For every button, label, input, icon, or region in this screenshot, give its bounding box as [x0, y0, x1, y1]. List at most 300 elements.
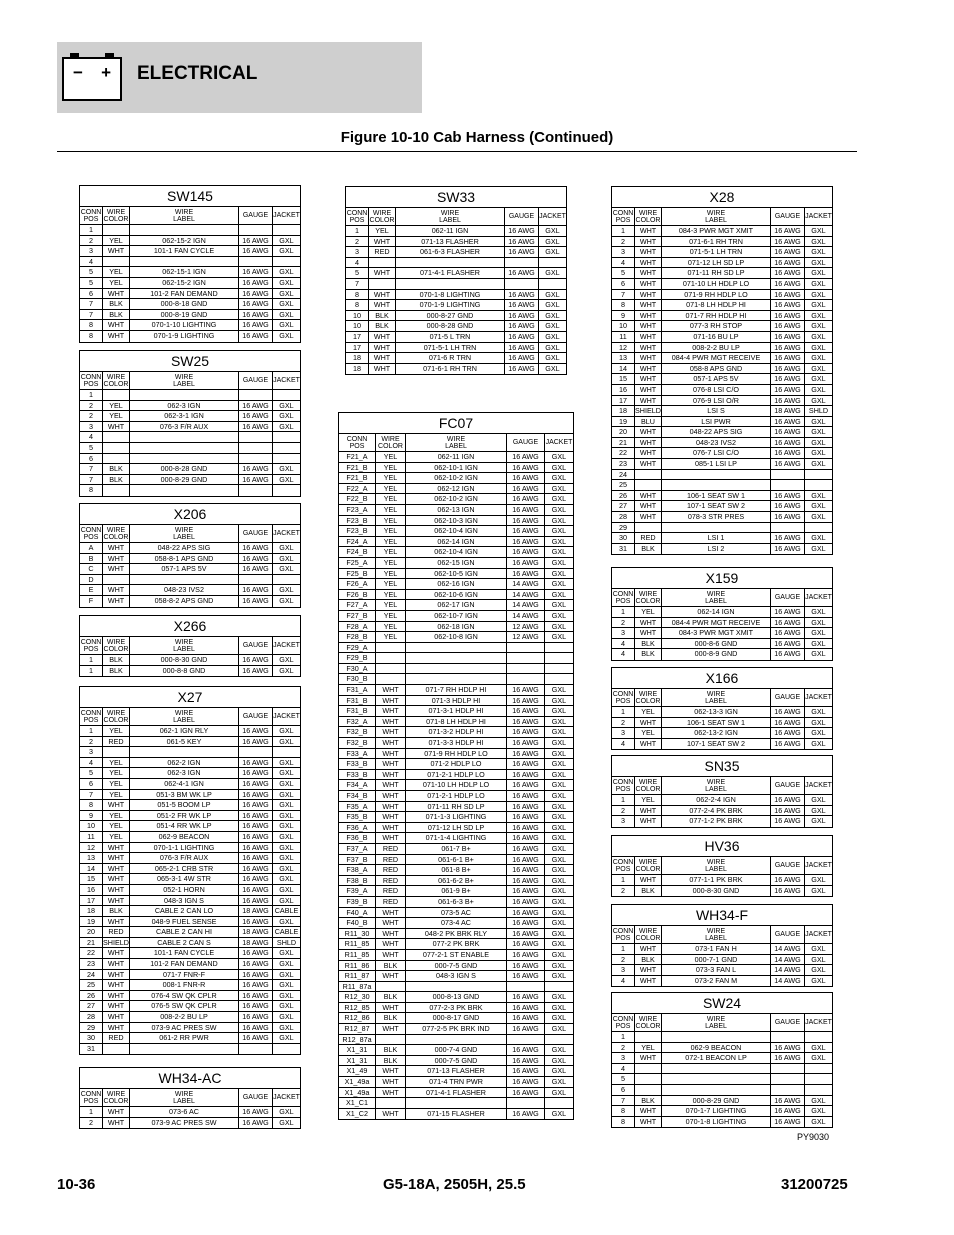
table-cell: 7	[612, 1096, 635, 1106]
table-cell: YEL	[376, 537, 406, 547]
table-cell: GXL	[551, 695, 567, 705]
table-cell: RED	[376, 844, 406, 854]
table-cell: 071-10 LH HDLP LO	[406, 780, 507, 790]
table-cell: 000-7-1 GND	[662, 955, 771, 965]
table-row	[612, 544, 832, 555]
table-row	[612, 875, 832, 886]
column-header: GAUGE	[507, 434, 545, 451]
table-row	[339, 929, 573, 940]
table-row	[339, 865, 573, 876]
table-cell: 28	[612, 512, 635, 522]
table-cell: GXL	[545, 342, 560, 352]
table-cell: 073-6 AC	[130, 1107, 239, 1117]
table-cell: F24_B	[339, 547, 376, 557]
table-cell: C	[80, 564, 103, 574]
table-cell: R12_30	[339, 992, 376, 1002]
table-cell: WHT	[103, 885, 130, 895]
table-cell: 000-8-9 GND	[662, 649, 771, 660]
table-cell	[273, 485, 300, 496]
table-cell: 084-4 PWR MGT RECEIVE	[662, 353, 771, 363]
column-header: CONN POS	[80, 1090, 102, 1105]
table-cell: 10	[612, 321, 635, 331]
table-cell	[635, 470, 662, 480]
table-row	[612, 417, 832, 428]
table-cell	[376, 1035, 406, 1045]
table-row	[339, 1035, 573, 1046]
table-cell: F35_B	[339, 812, 376, 822]
table-cell: WHT	[376, 685, 406, 695]
table-row	[339, 717, 573, 728]
column-header: GAUGE	[771, 777, 805, 794]
table-row	[339, 537, 573, 548]
table-row	[339, 908, 573, 919]
table-cell	[406, 1098, 507, 1108]
column-header: WIRE LABEL	[130, 1089, 239, 1106]
model-list: G5-18A, 2505H, 25.5	[383, 1176, 526, 1193]
table-cell: WHT	[103, 564, 130, 574]
table-cell: 070-1-1 LIGHTING	[130, 843, 239, 853]
table-cell: 1	[612, 226, 635, 236]
table-row	[612, 343, 832, 354]
table-cell	[273, 747, 300, 757]
column-header: JACKET	[805, 862, 832, 869]
table-cell: BLK	[376, 992, 406, 1002]
table-cell: GXL	[551, 452, 567, 461]
table-cell: GXL	[551, 515, 567, 525]
table-cell: GXL	[551, 1045, 567, 1055]
table-cell: WHT	[635, 459, 662, 469]
table-row	[80, 768, 300, 779]
table-cell: 062-13-3 IGN	[662, 707, 771, 717]
table-cell: 17	[612, 396, 635, 406]
table-cell: 2	[80, 1118, 103, 1129]
table-cell: 077-2 PK BRK	[406, 939, 507, 949]
table-cell: GXL	[551, 536, 567, 546]
table-cell	[406, 664, 507, 674]
table-cell: WHT	[376, 1003, 406, 1013]
column-header: GAUGE	[771, 857, 805, 874]
table-cell: F33_A	[339, 749, 376, 759]
table-header	[612, 777, 832, 795]
table-row	[80, 225, 300, 236]
table-cell: 061-6-2 B+	[406, 876, 507, 886]
column-header: GAUGE	[505, 208, 539, 225]
table-cell: F26_B	[339, 590, 376, 600]
table-cell: F32_A	[339, 717, 376, 727]
table-cell: GXL	[811, 247, 826, 257]
table-cell: BLK	[376, 961, 406, 971]
table-row	[80, 843, 300, 854]
table-cell: BLK	[103, 299, 130, 309]
table-cell: WHT	[376, 971, 406, 981]
table-row	[80, 1033, 300, 1044]
table-cell: 7	[346, 279, 369, 289]
table-cell: 16 AWG	[507, 1024, 545, 1034]
table-cell: F31_B	[339, 706, 376, 716]
table-cell: 000-7-5 GND	[406, 961, 507, 971]
table-cell: 2	[346, 237, 369, 247]
table-cell: 061-8 B+	[406, 865, 507, 875]
table-cell	[635, 1032, 662, 1042]
table-cell	[396, 258, 505, 268]
table-cell: GXL	[811, 717, 826, 727]
table-row	[80, 726, 300, 737]
table-cell: GXL	[811, 617, 826, 627]
table-cell	[369, 258, 396, 268]
table-cell: 16 AWG	[239, 554, 273, 564]
connector-table-sw24	[611, 992, 833, 1128]
table-row	[80, 422, 300, 433]
table-cell: 10	[80, 821, 103, 831]
table-cell: 9	[80, 811, 103, 821]
table-cell: 058-8 APS GND	[662, 364, 771, 374]
table-cell: 16 AWG	[239, 401, 273, 411]
table-row	[80, 267, 300, 278]
table-row	[339, 1109, 573, 1120]
table-cell: 16 AWG	[771, 226, 805, 236]
table-cell: 6	[80, 289, 103, 299]
table-row	[80, 1118, 300, 1129]
table-cell: 16 AWG	[771, 639, 805, 649]
table-cell: GXL	[545, 289, 560, 299]
table-cell	[545, 664, 573, 674]
table-cell: YEL	[376, 463, 406, 473]
table-cell: 16 AWG	[507, 992, 545, 1002]
table-cell: WHT	[376, 791, 406, 801]
table-cell: 3	[80, 246, 103, 256]
table-row	[80, 874, 300, 885]
table-header	[612, 926, 832, 944]
table-cell: GXL	[279, 884, 294, 894]
table-cell: 21	[80, 938, 103, 948]
table-cell: 062-2 IGN	[130, 758, 239, 768]
table-cell: E	[80, 585, 103, 595]
table-cell	[376, 643, 406, 653]
table-cell: 071-12 LH SD LP	[662, 258, 771, 268]
table-row	[339, 632, 573, 643]
table-cell: GXL	[811, 1116, 826, 1126]
table-cell: B	[80, 554, 103, 564]
table-cell: 16 AWG	[771, 459, 805, 469]
table-row	[339, 1098, 573, 1109]
table-cell: F32_B	[339, 727, 376, 737]
table-row	[346, 279, 566, 290]
table-cell: D	[80, 575, 103, 585]
table-cell: 16 AWG	[239, 564, 273, 574]
table-cell: WHT	[103, 422, 130, 432]
table-cell: 070-1-9 LIGHTING	[130, 331, 239, 342]
table-cell: GXL	[279, 235, 294, 245]
table-cell: 5	[612, 268, 635, 278]
table-row	[612, 618, 832, 629]
table-cell: 27	[80, 1001, 103, 1011]
table-row	[339, 505, 573, 516]
table-cell: RED	[369, 247, 396, 257]
table-cell: F40_B	[339, 918, 376, 928]
table-header	[612, 589, 832, 607]
table-cell: 21	[612, 438, 635, 448]
table-cell: 16 AWG	[239, 310, 273, 320]
table-cell: WHT	[376, 908, 406, 918]
column-header: CONN POS	[80, 709, 102, 724]
table-cell: 16 AWG	[239, 1023, 273, 1033]
table-cell	[662, 480, 771, 490]
table-cell: 18	[346, 364, 369, 375]
table-cell: GXL	[811, 975, 826, 985]
table-cell: BLK	[369, 311, 396, 321]
table-cell: GXL	[811, 1106, 826, 1116]
table-row	[346, 343, 566, 354]
table-cell	[273, 390, 300, 400]
table-header	[80, 1089, 300, 1107]
table-cell: F38_A	[339, 865, 376, 875]
table-cell: GXL	[279, 736, 294, 746]
table-row	[612, 649, 832, 660]
table-header	[80, 525, 300, 543]
table-header	[612, 689, 832, 707]
table-cell: 062-10-3 IGN	[406, 516, 507, 526]
table-cell: 22	[612, 448, 635, 458]
table-cell: 16 AWG	[507, 484, 545, 494]
table-cell: WHT	[635, 396, 662, 406]
table-cell: 23	[612, 459, 635, 469]
table-cell: 076-3 F/R AUX	[130, 422, 239, 432]
table-cell: 16 AWG	[239, 278, 273, 288]
table-cell: 3	[612, 1053, 635, 1063]
table-cell: YEL	[103, 779, 130, 789]
table-cell: 7	[80, 790, 103, 800]
table-cell: 071-11 RH SD LP	[662, 268, 771, 278]
table-cell: WHT	[103, 896, 130, 906]
table-cell: 16 AWG	[505, 290, 539, 300]
table-row	[612, 459, 832, 470]
column-header: JACKET	[805, 694, 832, 701]
table-cell: GXL	[279, 299, 294, 309]
table-row	[612, 448, 832, 459]
table-cell: GXL	[551, 1055, 567, 1065]
column-header: JACKET	[273, 713, 300, 720]
table-cell: CABLE	[274, 906, 299, 916]
table-cell: GXL	[279, 564, 294, 574]
table-row	[339, 664, 573, 675]
table-cell: 24	[80, 970, 103, 980]
table-cell: 2	[612, 955, 635, 965]
table-header	[80, 372, 300, 390]
table-cell	[239, 454, 273, 464]
table-cell: 065-3-1 4W STR	[130, 874, 239, 884]
table-row	[346, 237, 566, 248]
table-cell: 071-6-1 RH TRN	[396, 364, 505, 375]
table-cell: BLK	[103, 666, 130, 677]
table-cell: GXL	[279, 411, 294, 421]
table-cell: BLK	[376, 1045, 406, 1055]
table-cell: WHT	[376, 823, 406, 833]
table-cell: 14 AWG	[507, 590, 545, 600]
table-cell: F21_B	[339, 463, 376, 473]
connector-table-x206	[79, 503, 301, 608]
table-cell: BLK	[635, 886, 662, 897]
table-cell: GXL	[279, 1001, 294, 1011]
table-cell: 071-10 LH HDLP LO	[662, 279, 771, 289]
table-cell: GXL	[551, 557, 567, 567]
table-cell	[130, 225, 239, 235]
table-cell	[662, 1085, 771, 1095]
table-cell: 16 AWG	[239, 1033, 273, 1043]
table-cell	[130, 575, 239, 585]
table-cell: 12 AWG	[507, 622, 545, 632]
table-cell: 062-10-1 IGN	[406, 463, 507, 473]
table-cell: 16 AWG	[239, 970, 273, 980]
column-header: CONN POS	[80, 526, 102, 541]
table-cell: 7	[80, 464, 103, 474]
table-cell: 3	[612, 965, 635, 975]
table-cell: 077-2-4 PK BRK	[662, 806, 771, 816]
table-row	[339, 473, 573, 484]
table-cell: 16 AWG	[239, 596, 273, 607]
table-cell: 16 AWG	[507, 950, 545, 960]
table-cell: 16 AWG	[239, 267, 273, 277]
table-row	[339, 844, 573, 855]
table-cell: YEL	[376, 600, 406, 610]
table-cell: GXL	[279, 400, 294, 410]
column-header: WIRE LABEL	[662, 589, 771, 606]
table-header	[346, 208, 566, 226]
table-cell: WHT	[635, 427, 662, 437]
table-cell: WHT	[369, 300, 396, 310]
table-cell: WHT	[376, 749, 406, 759]
table-cell: 071-9 RH HDLP LO	[662, 290, 771, 300]
table-cell	[662, 1032, 771, 1042]
table-cell: 048-9 FUEL SENSE	[130, 917, 239, 927]
table-cell: CABLE 2 CAN LO	[130, 906, 239, 916]
table-cell: R11_87	[339, 971, 376, 981]
table-row	[346, 300, 566, 311]
table-cell: 12	[80, 843, 103, 853]
table-cell	[130, 454, 239, 464]
table-cell: 16 AWG	[239, 1118, 273, 1129]
table-row	[339, 1088, 573, 1099]
table-cell: 073-3 FAN L	[662, 965, 771, 975]
table-cell: SHLD	[276, 937, 297, 947]
column-header: CONN POS	[612, 690, 634, 705]
table-cell: 071-7 RH HDLP HI	[406, 685, 507, 695]
table-cell: WHT	[103, 331, 130, 342]
table-cell: A	[80, 543, 103, 553]
table-cell: 071-4-1 FLASHER	[396, 268, 505, 278]
table-cell: 16 AWG	[771, 707, 805, 717]
table-cell: F21_B	[339, 473, 376, 483]
table-cell: GXL	[551, 833, 567, 843]
table-cell: 000-8-27 GND	[396, 311, 505, 321]
table-cell: GXL	[551, 716, 567, 726]
table-cell: F30_A	[339, 664, 376, 674]
table-cell: F37_A	[339, 844, 376, 854]
table-cell: WHT	[635, 965, 662, 975]
table-cell: YEL	[635, 707, 662, 717]
column-header: JACKET	[273, 530, 300, 537]
part-number: 31200725	[781, 1176, 848, 1193]
column-header: WIRE COLOR	[103, 709, 129, 724]
table-cell: 062-14 IGN	[406, 537, 507, 547]
table-cell: WHT	[369, 364, 396, 375]
table-title: SW33	[346, 187, 566, 208]
connector-table-hv36	[611, 835, 833, 897]
table-cell: WHT	[103, 1001, 130, 1011]
table-cell: WHT	[376, 939, 406, 949]
table-row	[339, 950, 573, 961]
table-cell: 1	[612, 607, 635, 617]
table-cell: 16 AWG	[507, 537, 545, 547]
table-cell: F30_B	[339, 674, 376, 684]
table-cell: F27_A	[339, 600, 376, 610]
table-cell: GXL	[811, 875, 826, 884]
table-cell: 14 AWG	[507, 579, 545, 589]
table-cell: GXL	[811, 257, 826, 267]
table-cell: F22_A	[339, 484, 376, 494]
table-cell: 062-10-2 IGN	[406, 494, 507, 504]
connector-table-wh34f	[611, 904, 833, 987]
table-cell	[376, 1098, 406, 1108]
table-row	[346, 258, 566, 269]
table-cell: WHT	[635, 512, 662, 522]
table-cell: 062-3 IGN	[130, 401, 239, 411]
table-row	[80, 278, 300, 289]
table-cell: GXL	[811, 543, 826, 553]
table-cell: 073-9 AC PRES SW	[130, 1118, 239, 1129]
table-cell: 3	[80, 422, 103, 432]
table-cell: GXL	[551, 610, 567, 620]
table-cell: 16 AWG	[507, 727, 545, 737]
table-cell: WHT	[103, 543, 130, 553]
table-row	[80, 585, 300, 596]
table-cell: 16 AWG	[239, 422, 273, 432]
table-cell: GXL	[551, 1002, 567, 1012]
table-cell: GXL	[551, 462, 567, 472]
table-cell: GXL	[545, 236, 560, 246]
table-cell: WHT	[376, 1088, 406, 1098]
table-row	[612, 491, 832, 502]
table-cell: 000-8-19 GND	[130, 310, 239, 320]
table-cell: 16 AWG	[507, 526, 545, 536]
table-cell: 16 AWG	[771, 512, 805, 522]
table-title: X266	[80, 616, 300, 637]
table-cell: GXL	[811, 236, 826, 246]
table-cell: 5	[346, 268, 369, 278]
column-header: GAUGE	[239, 637, 273, 654]
connector-table-sw25	[79, 350, 301, 497]
table-cell: GXL	[279, 553, 294, 563]
table-cell: 1	[612, 1032, 635, 1042]
table-cell: 8	[346, 300, 369, 310]
table-row	[612, 955, 832, 966]
table-row	[339, 1013, 573, 1024]
table-cell: GXL	[811, 638, 826, 648]
table-cell	[103, 443, 130, 453]
table-cell: 16 AWG	[507, 1077, 545, 1087]
table-cell: WHT	[635, 1117, 662, 1128]
table-row	[346, 321, 566, 332]
table-cell: 16 AWG	[507, 844, 545, 854]
table-cell: WHT	[376, 738, 406, 748]
table-cell: 051-4 RR WK LP	[130, 821, 239, 831]
column-header: CONN POS	[339, 434, 376, 451]
table-cell: 16 AWG	[507, 696, 545, 706]
table-cell: GXL	[811, 226, 826, 235]
table-cell: 16 AWG	[239, 821, 273, 831]
table-cell: GXL	[279, 464, 294, 474]
table-header	[612, 208, 832, 226]
table-cell: WHT	[635, 806, 662, 816]
